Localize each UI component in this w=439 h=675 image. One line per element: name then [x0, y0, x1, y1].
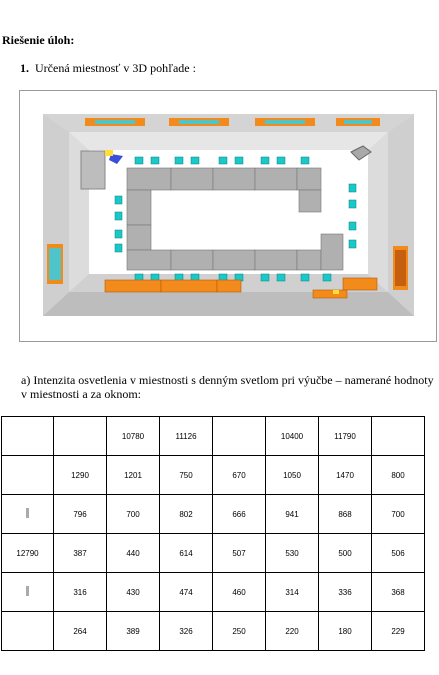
table-cell [213, 417, 266, 456]
table-cell: 440 [107, 534, 160, 573]
table-cell: 700 [372, 495, 425, 534]
table-row [2, 612, 425, 651]
table-cell: 530 [266, 534, 319, 573]
table-cell: 10780 [107, 417, 160, 456]
table-cell: 506 [372, 534, 425, 573]
cell-marker-icon [26, 586, 29, 596]
table-cell: 10400 [266, 417, 319, 456]
table-cell: 500 [319, 534, 372, 573]
table-cell: 316 [54, 573, 107, 612]
table-cell: 800 [372, 456, 425, 495]
table-cell: 264 [54, 612, 107, 651]
table-cell: 868 [319, 495, 372, 534]
table-cell: 666 [213, 495, 266, 534]
table-row [2, 495, 425, 534]
subheading: a) Intenzita osvetlenia v miestnosti s denným svetlom pri výučbe – namerané hodnoty v miestnosti a za oknom: [21, 373, 434, 401]
table-cell [372, 417, 425, 456]
task-text: Určená miestnosť v 3D pohľade : [35, 61, 196, 75]
table-row [2, 417, 425, 456]
task-number: 1. [20, 61, 29, 75]
table-cell: 474 [160, 573, 213, 612]
table-cell: 336 [319, 573, 372, 612]
table-row [2, 456, 425, 495]
table-cell: 796 [54, 495, 107, 534]
table-cell: 750 [160, 456, 213, 495]
table-cell: 368 [372, 573, 425, 612]
classroom-3d-icon [43, 114, 414, 316]
page-heading: Riešenie úloh: [2, 33, 75, 47]
measurement-table [1, 416, 425, 651]
table-cell [2, 456, 54, 495]
table-cell: 1050 [266, 456, 319, 495]
table-cell [2, 495, 54, 534]
table-cell: 1470 [319, 456, 372, 495]
table-cell: 614 [160, 534, 213, 573]
table-cell: 389 [107, 612, 160, 651]
table-cell: 387 [54, 534, 107, 573]
table-cell: 12790 [2, 534, 54, 573]
task-line [20, 61, 196, 76]
table-cell: 670 [213, 456, 266, 495]
table-cell: 180 [319, 612, 372, 651]
table-cell: 326 [160, 612, 213, 651]
table-cell: 220 [266, 612, 319, 651]
table-cell [2, 612, 54, 651]
table-cell: 941 [266, 495, 319, 534]
table-row [2, 534, 425, 573]
table-cell: 229 [372, 612, 425, 651]
table-cell: 1290 [54, 456, 107, 495]
table-cell: 11126 [160, 417, 213, 456]
cell-marker-icon [26, 508, 29, 518]
table-cell: 314 [266, 573, 319, 612]
table-cell: 250 [213, 612, 266, 651]
table-cell: 507 [213, 534, 266, 573]
table-cell [54, 417, 107, 456]
table-cell: 460 [213, 573, 266, 612]
table-cell [2, 417, 54, 456]
figure-frame [19, 90, 437, 342]
table-row [2, 573, 425, 612]
table-cell: 430 [107, 573, 160, 612]
table-cell: 1201 [107, 456, 160, 495]
table-cell: 802 [160, 495, 213, 534]
table-cell: 700 [107, 495, 160, 534]
table-cell [2, 573, 54, 612]
table-cell: 11790 [319, 417, 372, 456]
